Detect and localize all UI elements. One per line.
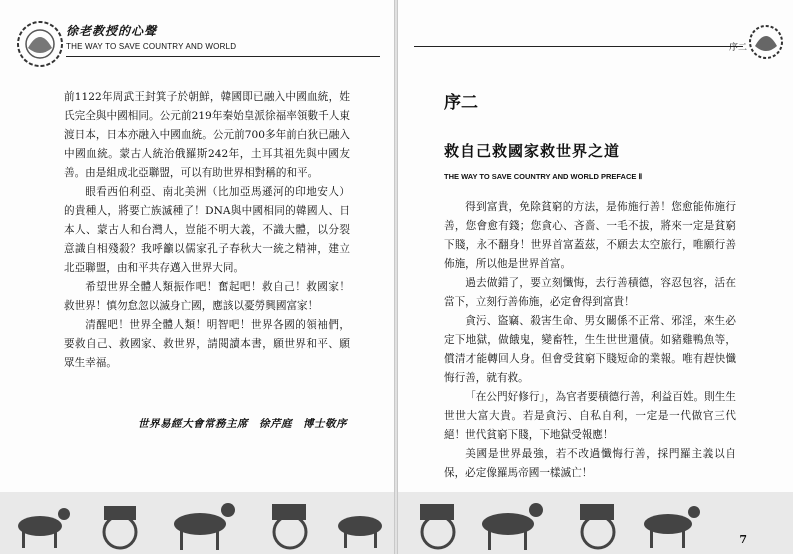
paragraph: 清醒吧！世界全體人類！明智吧！世界各國的領袖們，要救自己、救國家、救世界，請閱讀本書，願世界和平、願眾生幸福。 bbox=[64, 319, 350, 369]
chapter-heading: 序二 bbox=[444, 93, 478, 113]
english-title: THE WAY TO SAVE COUNTRY AND WORLD PREFACE Ⅱ bbox=[444, 172, 643, 181]
ornament-logo-icon bbox=[14, 18, 66, 70]
page-title: 救自己救國家救世界之道 bbox=[444, 142, 621, 160]
paragraph: 希望世界全體人類振作吧！奮起吧！救自己！救國家！救世界！慎勿怠忽以滅身亡國，應該以憂勞興國富家！ bbox=[64, 281, 350, 312]
paragraph: 「在公門好修行」，為官者要積德行善，利益百姓。則生生世世大富大貴。若是貪污、自私自利，一定是一代做官三代絕！世代貧窮下賤，下地獄受報應！ bbox=[444, 391, 736, 441]
ornament-logo-icon bbox=[745, 20, 787, 68]
paragraph: 前1122年周武王封箕子於朝鮮，韓國即已融入中國血統，姓氏完全與中國相同。公元前219年秦始皇派徐福率領數千人東渡日本，日本亦融入中國血統。公元前700多年前白狄已融入中國血統。蒙古人統治俄羅斯242年，土耳其祖先與中國友善。由是組成北亞聯盟，可以有助世界相對稱的和平。 bbox=[64, 91, 350, 179]
paragraph: 眼看西伯利亞、南北美洲（比加亞馬遜河的印地安人）的貴種人，將要亡族滅種了！DNA與中國相同的韓國人、日本人、蒙古人和台灣人，豈能不明大義，不識大體，以分裂意識自相殘殺？我呼籲以儒家孔子春秋大一統之精神，建立北亞聯盟，由和平共存邁入世界大同。 bbox=[64, 186, 350, 274]
paragraph: 過去做錯了，要立刻懺悔，去行善積德，容忍包容，活在當下，立刻行善佈施，必定會得到富貴！ bbox=[444, 277, 736, 308]
decorative-mural-band-icon bbox=[0, 492, 394, 554]
signature: 世界易經大會常務主席 徐芹庭 博士敬序 bbox=[138, 418, 347, 430]
right-page bbox=[398, 0, 793, 554]
paragraph: 美國是世界最強，若不改過懺悔行善，採門羅主義以自保，必定像羅馬帝國一樣滅亡！ bbox=[444, 448, 736, 479]
right-body-text bbox=[444, 198, 736, 483]
header-english-title: THE WAY TO SAVE COUNTRY AND WORLD bbox=[66, 42, 237, 51]
paragraph: 得到富貴，免除貧窮的方法，是佈施行善！您愈能佈施行善，您會愈有錢；您貪心、吝嗇、一毛不拔，將來一定是貧窮下賤，永不翻身！世界首富蓋茲，不願去太空旅行，唯願行善佈施，所以他是世界首富。 bbox=[444, 201, 736, 270]
left-body-text bbox=[64, 88, 350, 373]
paragraph: 貪污、盜竊、殺害生命、男女關係不正常、邪淫，來生必定下地獄，做餓鬼，變畜牲，生生世世還債。如豬雞鴨魚等，償清才能轉回人身。但會受貧窮下賤短命的業報。唯有趕快懺悔行善，就有救。 bbox=[444, 315, 736, 384]
header-rule bbox=[414, 46, 743, 47]
header-rule bbox=[66, 56, 380, 57]
left-page bbox=[0, 0, 394, 554]
header-section-mark: 序二 bbox=[728, 43, 747, 53]
decorative-mural-band-icon bbox=[398, 492, 793, 554]
page-number: 7 bbox=[739, 533, 747, 546]
header-title: 徐老教授的心聲 bbox=[66, 24, 158, 38]
